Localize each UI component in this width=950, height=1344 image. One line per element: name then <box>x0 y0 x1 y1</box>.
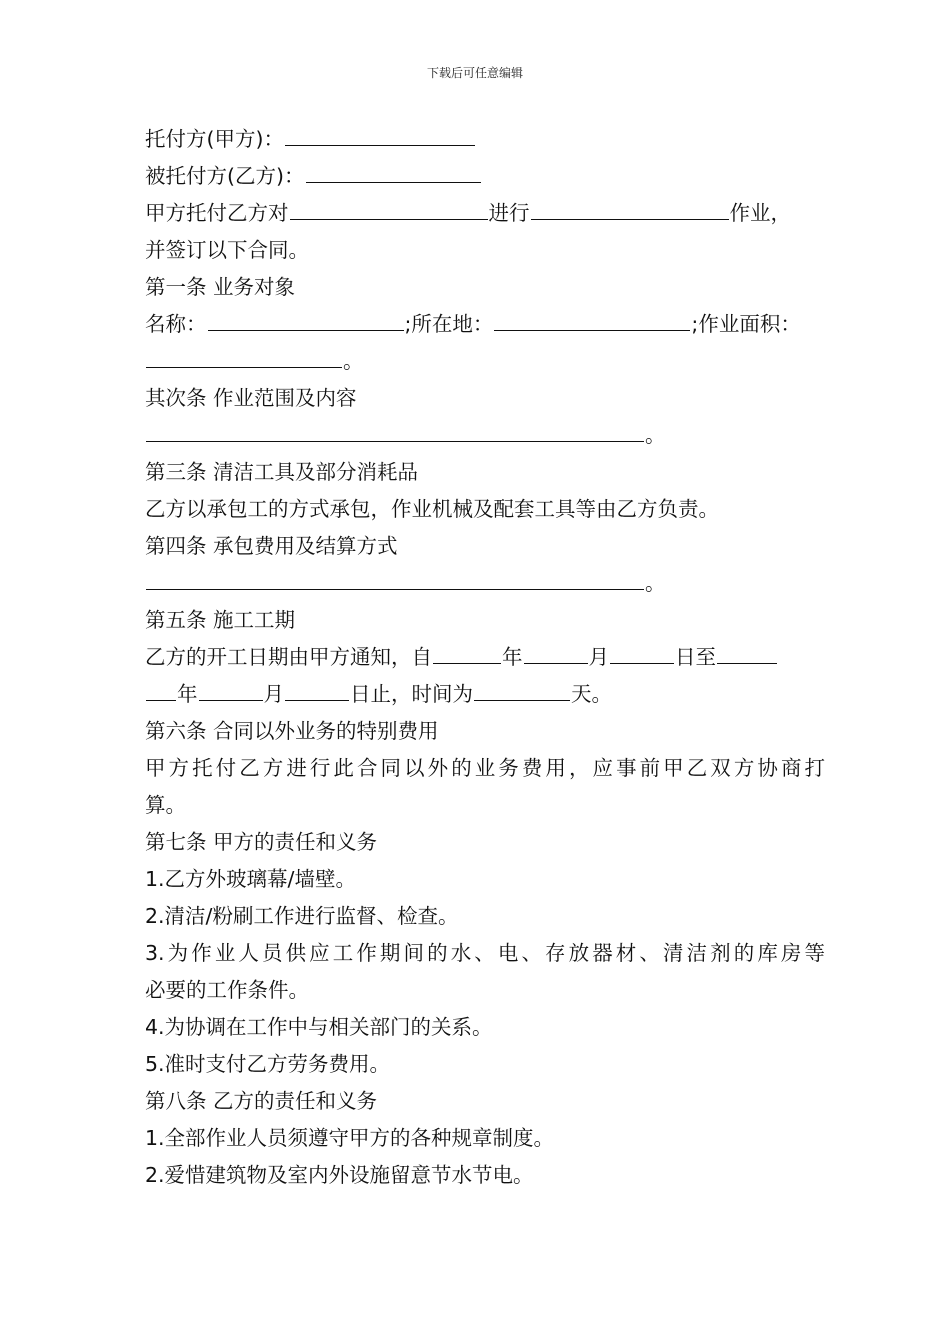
party-a-label: 托付方(甲方)： <box>145 127 284 151</box>
start-day-blank[interactable] <box>610 641 674 664</box>
party-b-label: 被托付方(乙方)： <box>145 164 305 188</box>
duration-blank[interactable] <box>474 678 570 701</box>
area-label: ;作业面积： <box>691 312 801 336</box>
start-month-blank[interactable] <box>524 641 588 664</box>
article-6-heading: 第六条 合同以外业务的特别费用 <box>145 719 439 743</box>
scope-blank[interactable] <box>146 419 644 442</box>
end-month-blank[interactable] <box>199 678 263 701</box>
object-fields-line <box>145 306 825 343</box>
article-7-item-5: 5.准时支付乙方劳务费用。 <box>145 1052 391 1076</box>
party-a-blank[interactable] <box>285 123 475 146</box>
article-3-text: 乙方以承包工的方式承包，作业机械及配套工具等由乙方负责。 <box>145 497 719 521</box>
contract-body <box>145 121 825 1194</box>
month-label: 月 <box>588 645 609 669</box>
days-label: 天。 <box>571 682 612 706</box>
article-2-heading: 其次条 作业范围及内容 <box>145 386 357 410</box>
entrust-object-blank[interactable] <box>290 197 488 220</box>
article-7-item-4: 4.为协调在工作中与相关部门的关系。 <box>145 1015 493 1039</box>
end-day-blank[interactable] <box>285 678 349 701</box>
article-7-heading: 第七条 甲方的责任和义务 <box>145 830 378 854</box>
to-label: 日至 <box>675 645 716 669</box>
schedule-text-a: 乙方的开工日期由甲方通知，自 <box>145 645 432 669</box>
party-b-line <box>145 158 825 195</box>
entrust-work-blank[interactable] <box>531 197 729 220</box>
article-6-text: 甲方托付乙方进行此合同以外的业务费用，应事前甲乙双方协商打 <box>145 756 825 780</box>
article-8-heading: 第八条 乙方的责任和义务 <box>145 1089 378 1113</box>
year-label: 年 <box>502 645 523 669</box>
location-blank[interactable] <box>494 308 690 331</box>
article-7-item-2: 2.清洁/粉刷工作进行监督、检查。 <box>145 904 459 928</box>
duration-label: 日止，时间为 <box>350 682 473 706</box>
article-4-heading: 第四条 承包费用及结算方式 <box>145 534 398 558</box>
period: 。 <box>343 349 364 373</box>
article-6-text-cont: 算。 <box>145 793 186 817</box>
schedule-line-2 <box>145 676 825 713</box>
end-year-blank-b[interactable] <box>146 678 176 701</box>
month-label: 月 <box>263 682 284 706</box>
article-3-heading: 第三条 清洁工具及部分消耗品 <box>145 460 419 484</box>
scope-blank-line <box>145 417 825 454</box>
area-blank-line <box>145 343 825 380</box>
period: 。 <box>645 423 666 447</box>
sign-line: 并签订以下合同。 <box>145 238 309 262</box>
party-b-blank[interactable] <box>306 160 481 183</box>
entrust-line <box>145 195 825 232</box>
start-year-blank[interactable] <box>433 641 501 664</box>
period: 。 <box>645 571 666 595</box>
entrust-text-c: 作业， <box>729 201 791 225</box>
entrust-text-a: 甲方托付乙方对 <box>145 201 289 225</box>
page-header: 下载后可任意编辑 <box>426 66 523 80</box>
article-1-heading: 第一条 业务对象 <box>145 275 296 299</box>
end-year-blank-a[interactable] <box>717 641 777 664</box>
article-8-item-2: 2.爱惜建筑物及室内外设施留意节水节电。 <box>145 1163 534 1187</box>
article-8-item-1: 1.全部作业人员须遵守甲方的各种规章制度。 <box>145 1126 555 1150</box>
article-7-item-1: 1.乙方外玻璃幕/墙壁。 <box>145 867 356 891</box>
fee-blank[interactable] <box>146 567 644 590</box>
entrust-text-b: 进行 <box>488 201 530 225</box>
year-label: 年 <box>177 682 198 706</box>
name-blank[interactable] <box>208 308 404 331</box>
area-blank[interactable] <box>146 345 342 368</box>
schedule-line-1 <box>145 639 825 676</box>
article-7-item-3-cont: 必要的工作条件。 <box>145 978 309 1002</box>
article-7-item-3: 3.为作业人员供应工作期间的水、电、存放器材、清洁剂的库房等 <box>145 941 825 965</box>
name-label: 名称： <box>145 312 207 336</box>
article-5-heading: 第五条 施工工期 <box>145 608 296 632</box>
party-a-line <box>145 121 825 158</box>
location-label: ;所在地： <box>404 312 494 336</box>
fee-blank-line <box>145 565 825 602</box>
